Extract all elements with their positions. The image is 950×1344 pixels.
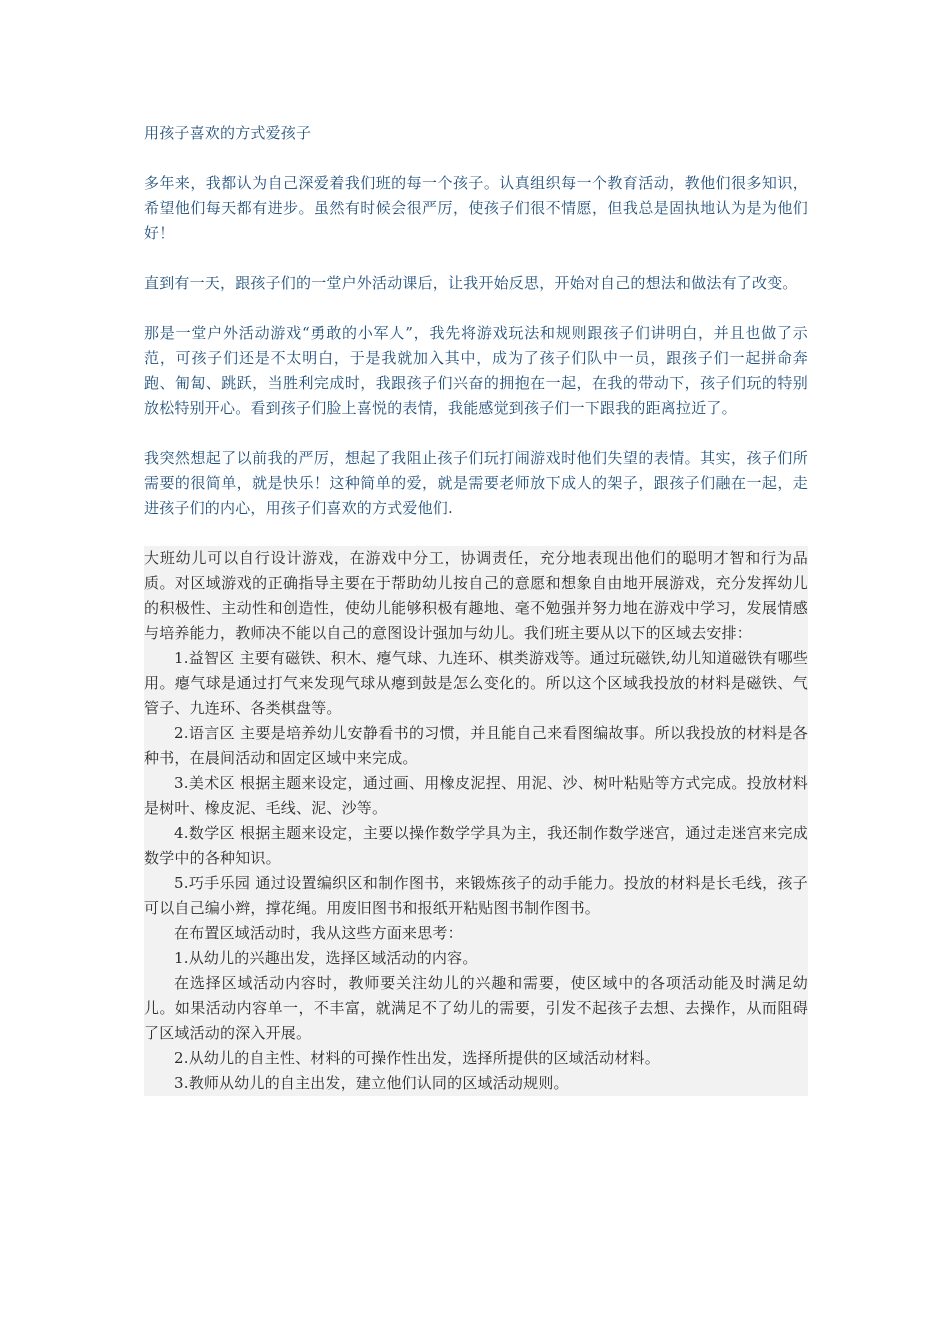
area-item: 4.数学区 根据主题来设定，主要以操作数学学具为主，我还制作数学迷宫，通过走迷宫来完成数学中的各种知识。 (144, 824, 808, 867)
point-item: 3.教师从幼儿的自主出发，建立他们认同的区域活动规则。 (174, 1074, 569, 1092)
thinking-paragraph: 在布置区域活动时，我从这些方面来思考： (174, 924, 463, 942)
story-paragraph: 直到有一天，跟孩子们的一堂户外活动课后，让我开始反思，开始对自己的想法和做法有了改变。 (144, 274, 798, 292)
point-item: 1.从幼儿的兴趣出发，选择区域活动的内容。 (174, 949, 478, 967)
document-page (144, 121, 808, 1096)
area-item: 5.巧手乐园 通过设置编织区和制作图书，来锻炼孩子的动手能力。投放的材料是长毛线，孩子可以自己编小辫，撑花绳。用废旧图书和报纸开粘贴图书制作图书。 (144, 874, 808, 917)
point-item: 2.从幼儿的自主性、材料的可操作性出发，选择所提供的区域活动材料。 (174, 1049, 660, 1067)
story-paragraph: 多年来，我都认为自己深爱着我们班的每一个孩子。认真组织每一个教育活动，教他们很多知识，希望他们每天都有进步。虽然有时候会很严厉，使孩子们很不情愿，但我总是固执地认为是为他们好！ (144, 174, 808, 242)
intro-paragraph: 大班幼儿可以自行设计游戏，在游戏中分工，协调责任，充分地表现出他们的聪明才智和行为品质。对区域游戏的正确指导主要在于帮助幼儿按自己的意愿和想象自由地开展游戏，充分发挥幼儿的积极性、主动性和创造性，使幼儿能够积极有趣地、毫不勉强并努力地在游戏中学习，发展情感与培养能力，教师决不能以自己的意图设计强加与幼儿。我们班主要从以下的区域去安排： (144, 549, 808, 642)
article-title: 用孩子喜欢的方式爱孩子 (144, 124, 312, 142)
point-detail: 在选择区域活动内容时，教师要关注幼儿的兴趣和需要，使区域中的各项活动能及时满足幼儿。如果活动内容单一，不丰富，就满足不了幼儿的需要，引发不起孩子去想、去操作，从而阻碍了区域活动的深入开展。 (144, 974, 808, 1042)
area-item: 3.美术区 根据主题来设定，通过画、用橡皮泥捏、用泥、沙、树叶粘贴等方式完成。投放材料是树叶、橡皮泥、毛线、泥、沙等。 (144, 774, 808, 817)
story-paragraph: 我突然想起了以前我的严厉，想起了我阻止孩子们玩打闹游戏时他们失望的表情。其实，孩子们所需要的很简单，就是快乐！这种简单的爱，就是需要老师放下成人的架子，跟孩子们融在一起，走进孩子们的内心，用孩子们喜欢的方式爱他们. (144, 449, 808, 517)
area-activity-section (144, 546, 808, 1096)
story-section (144, 121, 808, 521)
area-item: 1.益智区 主要有磁铁、积木、瘪气球、九连环、棋类游戏等。通过玩磁铁,幼儿知道磁铁有哪些用。瘪气球是通过打气来发现气球从瘪到鼓是怎么变化的。所以这个区域我投放的材料是磁铁、气管子、九连环、各类棋盘等。 (144, 649, 808, 717)
story-paragraph: 那是一堂户外活动游戏“勇敢的小军人”，我先将游戏玩法和规则跟孩子们讲明白，并且也做了示范，可孩子们还是不太明白，于是我就加入其中，成为了孩子们队中一员，跟孩子们一起拼命奔跑、匍匐、跳跃，当胜利完成时，我跟孩子们兴奋的拥抱在一起，在我的带动下，孩子们玩的特别放松特别开心。看到孩子们脸上喜悦的表情，我能感觉到孩子们一下跟我的距离拉近了。 (144, 324, 808, 417)
area-item: 2.语言区 主要是培养幼儿安静看书的习惯，并且能自己来看图编故事。所以我投放的材料是各种书，在晨间活动和固定区域中来完成。 (144, 724, 808, 767)
